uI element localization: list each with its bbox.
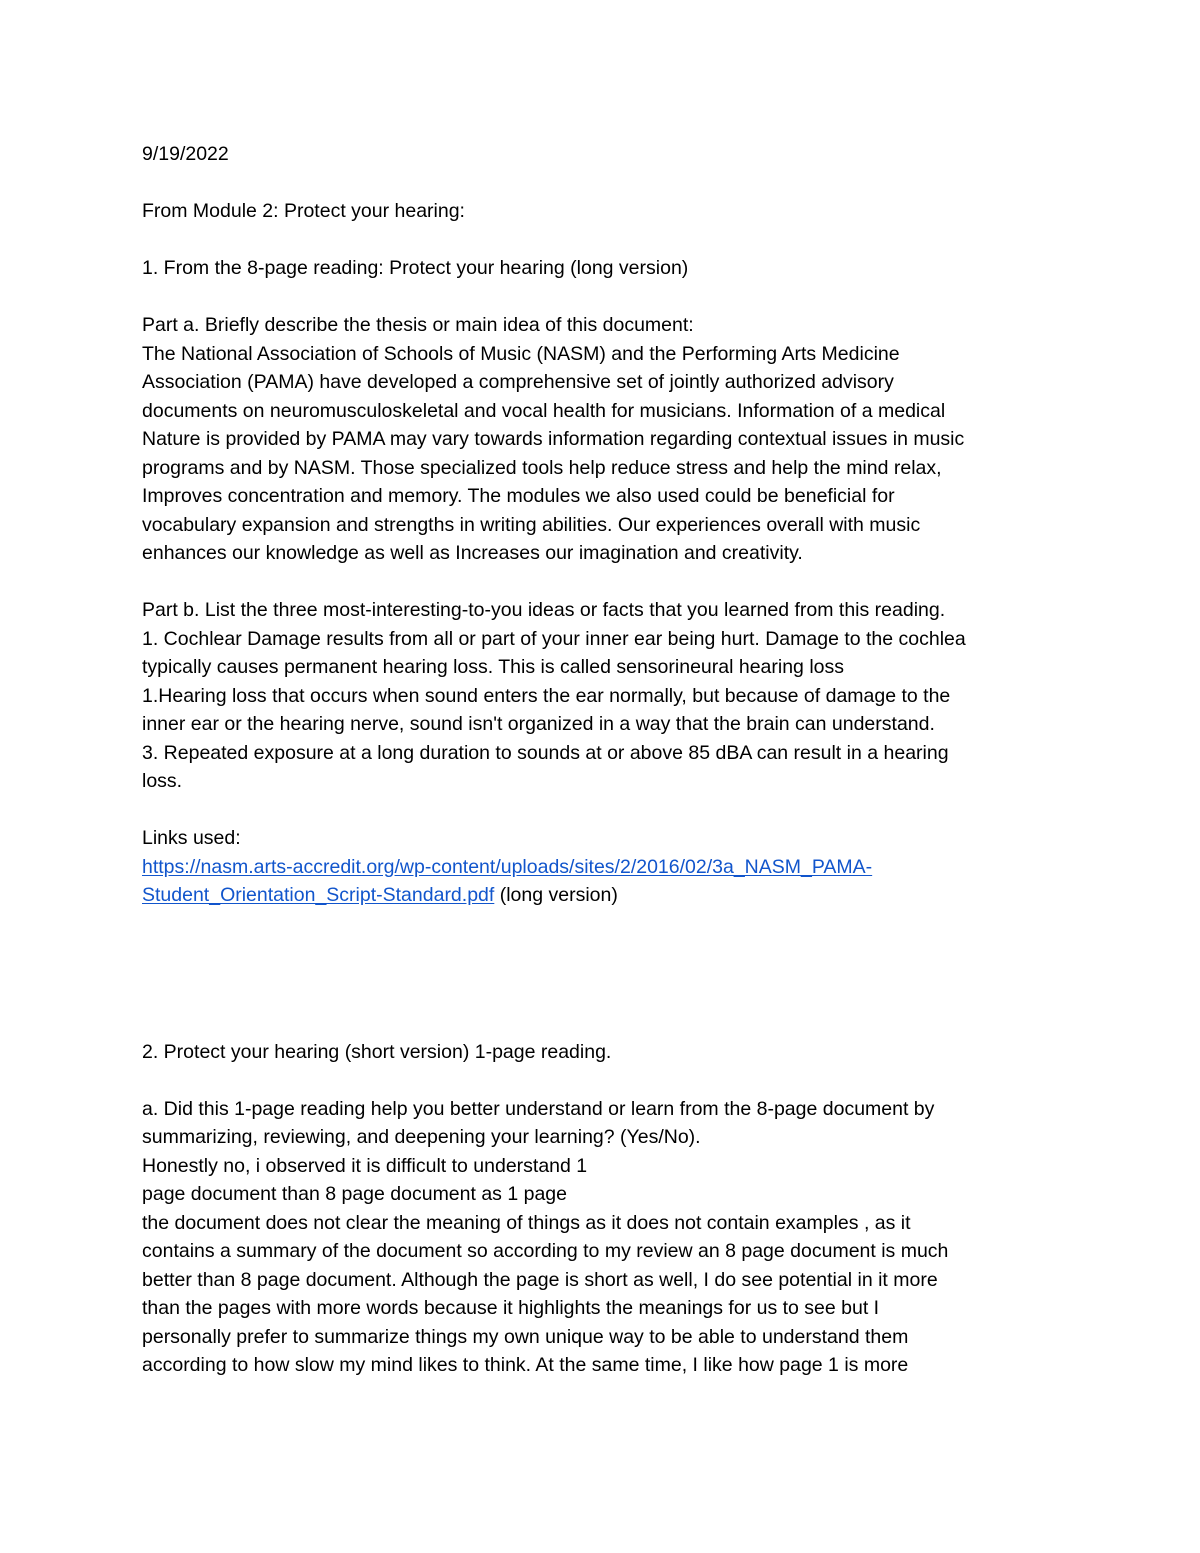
module-heading: From Module 2: Protect your hearing: xyxy=(142,200,465,222)
spacer xyxy=(142,910,1072,1038)
link-suffix: (long version) xyxy=(494,884,618,906)
part-a-prompt: Part a. Briefly describe the thesis or main idea of this document: xyxy=(142,314,694,336)
document-date: 9/19/2022 xyxy=(142,143,229,165)
part-a-answer-line: Improves concentration and memory. The modules we also used could be beneficial for xyxy=(142,485,895,507)
question-2-heading: 2. Protect your hearing (short version) 1-page reading. xyxy=(142,1040,612,1063)
part-a-answer-line: documents on neuromusculoskeletal and vocal health for musicians. Information of a medical xyxy=(142,399,946,422)
q2-answer-line: the document does not clear the meaning of things as it does not contain examples , as it xyxy=(142,1211,911,1234)
q2-part-a-prompt-line: summarizing, reviewing, and deepening your learning? (Yes/No). xyxy=(142,1126,701,1148)
part-a-answer-line: vocabulary expansion and strengths in writing abilities. Our experiences overall with music xyxy=(142,513,921,536)
part-a-answer-line: programs and by NASM. Those specialized tools help reduce stress and help the mind relax, xyxy=(142,456,942,479)
spacer xyxy=(142,1066,1072,1095)
document-page xyxy=(142,140,1072,1380)
part-b-answer-line: 3. Repeated exposure at a long duration to sounds at or above 85 dBA can result in a hearing xyxy=(142,741,949,764)
spacer xyxy=(142,169,1072,198)
part-a-answer-line: The National Association of Schools of Music (NASM) and the Performing Arts Medicine xyxy=(142,342,900,365)
source-link-continued[interactable]: Student_Orientation_Script-Standard.pdf xyxy=(142,884,495,906)
links-label: Links used: xyxy=(142,827,241,849)
q2-answer-line: than the pages with more words because it highlights the meanings for us to see but I xyxy=(142,1297,880,1319)
part-a-answer-line: Association (PAMA) have developed a comprehensive set of jointly authorized advisory xyxy=(142,371,894,393)
part-b-answer-line: inner ear or the hearing nerve, sound isn't organized in a way that the brain can understand. xyxy=(142,713,935,735)
part-b-answer-line: 1.Hearing loss that occurs when sound enters the ear normally, but because of damage to the xyxy=(142,684,951,707)
spacer xyxy=(142,568,1072,597)
spacer xyxy=(142,226,1072,255)
q2-answer-line: better than 8 page document. Although the page is short as well, I do see potential in it more xyxy=(142,1268,938,1291)
q2-answer-line: personally prefer to summarize things my own unique way to be able to understand them xyxy=(142,1325,909,1348)
question-1-heading: 1. From the 8-page reading: Protect your hearing (long version) xyxy=(142,257,689,279)
spacer xyxy=(142,283,1072,312)
part-a-answer-line: Nature is provided by PAMA may vary towards information regarding contextual issues in music xyxy=(142,428,965,450)
part-b-answer-line: typically causes permanent hearing loss. This is called sensorineural hearing loss xyxy=(142,656,844,678)
link-line xyxy=(142,853,1072,882)
part-a-answer-line: enhances our knowledge as well as Increases our imagination and creativity. xyxy=(142,542,803,564)
part-b-answer-line: 1. Cochlear Damage results from all or part of your inner ear being hurt. Damage to the cochlea xyxy=(142,627,966,650)
part-b-answer-line: loss. xyxy=(142,770,183,792)
q2-answer-line: page document than 8 page document as 1 page xyxy=(142,1183,567,1205)
q2-part-a-prompt-line: a. Did this 1-page reading help you better understand or learn from the 8-page document by xyxy=(142,1097,935,1120)
q2-answer-line: according to how slow my mind likes to think. At the same time, I like how page 1 is more xyxy=(142,1354,909,1376)
q2-answer-line: contains a summary of the document so according to my review an 8 page document is much xyxy=(142,1240,949,1262)
link-line xyxy=(142,881,1072,910)
part-b-prompt: Part b. List the three most-interesting-to-you ideas or facts that you learned from this reading. xyxy=(142,599,946,621)
source-link[interactable]: https://nasm.arts-accredit.org/wp-content/uploads/sites/2/2016/02/3a_NASM_PAMA- xyxy=(142,855,873,878)
spacer xyxy=(142,796,1072,825)
q2-answer-line: Honestly no, i observed it is difficult to understand 1 xyxy=(142,1154,588,1177)
